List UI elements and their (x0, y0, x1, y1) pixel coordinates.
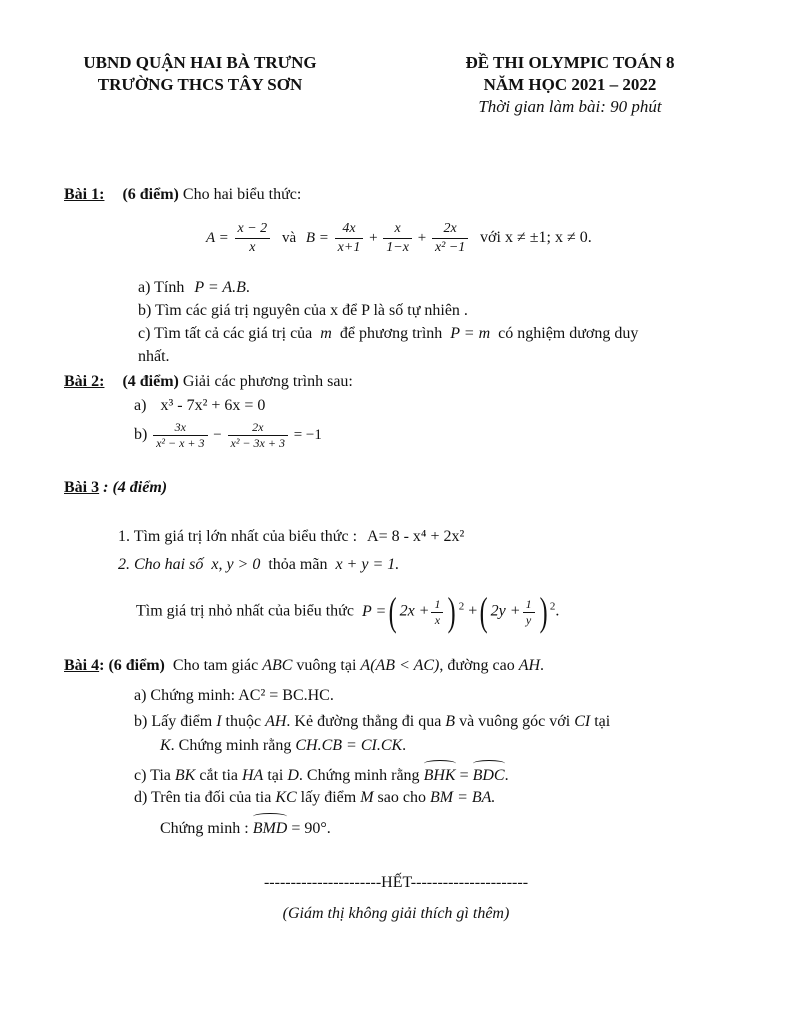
bai4-points: : (6 điểm) (99, 657, 165, 674)
bai2-heading (64, 370, 353, 394)
angle-bmd: BMD (253, 813, 288, 841)
bai3-points: : (4 điểm) (103, 479, 168, 496)
bai2-a: a) x³ - 7x² + 6x = 0 (134, 397, 266, 414)
school-name: TRƯỜNG THCS TÂY SƠN (97, 75, 303, 94)
school-year: NĂM HỌC 2021 – 2022 (483, 75, 657, 94)
bai4-heading: Bài 4: (6 điểm) Cho tam giác ABC vuông tại A(AB < AC), đường cao AH. (64, 657, 545, 674)
bai1-b: b) Tìm các giá trị nguyên của x để P là số tự nhiên . (138, 302, 468, 319)
bai3-label: Bài 3 (64, 479, 100, 496)
expr-b-frac3: $\frac{2x}{\text{x² −1}}$ (432, 220, 468, 257)
exam-header (400, 52, 740, 118)
bai4-b-line2: K. Chứng minh rằng CH.CB = CI.CK. (160, 737, 407, 754)
expr-condition: với x ≠ ±1; x ≠ 0. (480, 228, 592, 246)
expr-b-lhs: B = (305, 229, 329, 246)
bai3-heading (64, 476, 167, 500)
bai2-label: Bài 2: (64, 373, 105, 390)
expr-b-frac2: $\frac{x}{1-x}$ (383, 220, 412, 257)
bai2-frac1: $\frac{3x}{\text{x² − x + 3}}$ (153, 420, 207, 451)
bai4-a: a) Chứng minh: AC² = BC.HC. (134, 687, 334, 704)
bai4-b: b) Lấy điểm I thuộc AH. Kẻ đường thẳng đi qua B và vuông góc với CI tại (134, 713, 611, 730)
bai1-points: (6 điểm) (122, 186, 179, 203)
footer-note: (Giám thị không giải thích gì thêm) (282, 905, 510, 922)
bai4-c: c) Tia BK cắt tia HA tại D. Chứng minh rằng BHK = BDC. (134, 760, 509, 788)
expr-b-frac1: $\frac{4x}{x+1}$ (335, 220, 364, 257)
angle-bdc: BDC (473, 760, 505, 788)
end-marker: ----------------------HẾT---------------------- (263, 874, 529, 891)
bai1-a: a) Tính P = A.B. (138, 279, 250, 296)
school-header (40, 52, 360, 96)
bai4-d-line2: Chứng minh : BMD = 90°. (160, 813, 331, 841)
bai4-d: d) Trên tia đối của tia KC lấy điểm M sao cho BM = BA. (134, 789, 496, 806)
bai2-intro: Giải các phương trình sau: (182, 373, 353, 390)
bai1-label: Bài 1: (64, 186, 105, 203)
bai1-intro: Cho hai biểu thức: (182, 186, 302, 203)
bai2-b: b) $\frac{3x}{\text{x² − x + 3}}$ − $\frac{2x}{\text{x² − 3x + 3}}$ = −1 (134, 420, 322, 450)
bai4-label: Bài 4 (64, 657, 100, 674)
bai1-heading (64, 183, 301, 207)
bai2-points: (4 điểm) (122, 373, 179, 390)
district-name: UBND QUẬN HAI BÀ TRƯNG (83, 53, 317, 72)
exam-title: ĐỀ THI OLYMPIC TOÁN 8 (465, 53, 675, 72)
expr-and: và (281, 229, 297, 246)
expr-a-lhs: A = (206, 229, 229, 246)
bai1-expressions: A = $\frac{x - 2}{x}$ và B = $\frac{4x}{x+1}$ + $\frac{x}{1-x}$ + $\frac{2x}{\text{x² −1}}$ với x ≠ ±1; x ≠ 0. (206, 221, 592, 255)
angle-bhk: BHK (424, 760, 456, 788)
expr-a-frac: $\frac{x - 2}{x}$ (235, 220, 271, 257)
bai3-item1: 1. Tìm giá trị lớn nhất của biểu thức : A= 8 - x⁴ + 2x² (118, 528, 465, 545)
bai3-item2: 2. Cho hai số x, y > 0 thỏa mãn x + y = 1. (118, 556, 400, 573)
bai1-c: c) Tìm tất cả các giá trị của m để phương trình P = m có nghiệm dương duy (138, 325, 639, 342)
bai2-frac2: $\frac{2x}{\text{x² − 3x + 3}}$ (228, 420, 288, 451)
bai3-item3: Tìm giá trị nhỏ nhất của biểu thức P =( 2x + $\frac{1}{x}$ ) $^2$ +( 2y + $\frac{1}{y}$ ) $^2$. (136, 589, 560, 634)
bai1-c-line2: nhất. (138, 348, 170, 365)
time-limit: Thời gian làm bài: 90 phút (478, 97, 662, 116)
